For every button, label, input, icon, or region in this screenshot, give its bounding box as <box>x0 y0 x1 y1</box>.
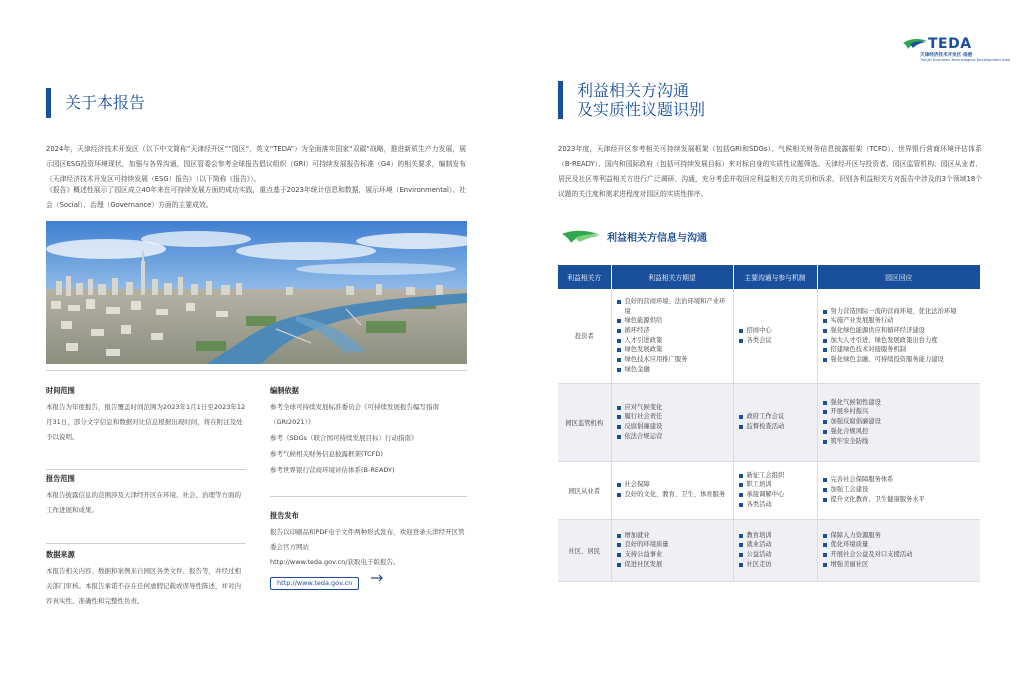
list-item: 绿色能源供给 <box>616 316 729 326</box>
list-item: 良好的文化、教育、卫生、体育服务 <box>616 490 729 500</box>
list-item: 良好的营商环境、法治环境和产业环境 <box>616 297 729 316</box>
list-item: 搭建绿色技术对接服务机制 <box>822 345 977 355</box>
report-publish-section <box>270 510 470 590</box>
report-scope-section <box>46 473 246 518</box>
list-item: 保障人力资源服务 <box>822 531 977 541</box>
list-item: 努力营造国际一流的营商环境、优化法治环境 <box>822 307 977 317</box>
mechanisms-cell <box>733 289 817 383</box>
stakeholder-communication-heading <box>558 81 757 119</box>
compilation-basis-title: 编制依据 <box>270 386 299 395</box>
list-item: 人才引进政策 <box>616 336 729 346</box>
list-item: 强化绿色金融、可持续投资服务能力建设 <box>822 355 977 365</box>
list-item: 促进社区发展 <box>616 560 729 570</box>
list-item: 加大人才引进、绿色发展政策出台力度 <box>822 336 977 346</box>
website-link[interactable]: http://www.teda.gov.cn <box>270 577 359 590</box>
list-item: 增强美丽社区 <box>822 560 977 570</box>
table-header: 利益相关方 <box>558 265 611 289</box>
list-item: 反腐倡廉建设 <box>616 422 729 432</box>
list-item: 绿色金融 <box>616 365 729 375</box>
stakeholder-info-title: 利益相关方信息与沟通 <box>607 233 707 244</box>
list-item: 加强反腐倡廉建设 <box>822 417 977 427</box>
data-source-section <box>46 549 246 609</box>
list-item: 支持公益事业 <box>616 550 729 560</box>
teda-logo <box>902 36 1011 66</box>
stakeholder-cell: 投资者 <box>558 289 611 383</box>
list-item: 良好的环境质量 <box>616 540 729 550</box>
list-item: 循环经济 <box>616 326 729 336</box>
list-item: 开展乡村振兴 <box>822 407 977 417</box>
list-item: 增加就业 <box>616 531 729 541</box>
teda-swoosh-icon <box>902 38 928 50</box>
about-report-intro-2: 《报告》概述性展示了园区成立40年来在可持续发展方面的成功实践，重点基于2023年统计信息和数据，展示环境（Environmental）、社会（Social）、治理（Governance）方面的主要成效。 <box>46 186 466 209</box>
time-range-title: 时间范围 <box>46 386 75 395</box>
heading-accent-bar <box>558 81 563 119</box>
report-publish-title: 报告发布 <box>270 511 299 520</box>
list-item: 加强工会建设 <box>822 485 977 495</box>
list-item: 监督检查活动 <box>738 422 813 432</box>
list-item: 强化气候韧性建设 <box>822 398 977 408</box>
stakeholder-cell: 社区、居民 <box>558 519 611 581</box>
about-report-heading <box>46 88 145 118</box>
stakeholder-table <box>558 265 980 582</box>
list-item: 就业活动 <box>738 540 813 550</box>
stakeholder-communication-title <box>577 81 757 119</box>
mechanisms-cell <box>733 519 817 581</box>
stakeholder-info-subheading <box>561 229 707 244</box>
table-row <box>558 519 980 581</box>
table-row <box>558 383 980 461</box>
data-source-title: 数据来源 <box>46 550 75 559</box>
list-item: 社会保障 <box>616 480 729 490</box>
stakeholder-intro: 2023年度，天津经开区参考相关可持续发展框架（包括GRI和SDGs）、气候相关财务信息披露框架（TCFD）、世界银行营商环境评估体系（B-READY）、国内和国际政府（包括可持续发展目标）来对标自身的实质性议题筛选。天津经开区与投资者、园区监管机构、园区从业者、居民及社区等利益相关方进行广泛调研、沟通，充分考虑并收回应利益相关方的关切和诉求，识别各利益相关方对报告中涉及的3个领域18个议题的关注度和需求进程度对园区的实质性排序。 <box>558 145 982 198</box>
report-publish-body: 报告以印刷品和PDF电子文件两种形式发布，欢迎登录天津经开区管委会官方网站 <box>270 528 465 551</box>
list-item: 政府工作会议 <box>738 412 813 422</box>
section-divider <box>46 469 246 470</box>
list-item: 提升文化教育、卫生健康服务水平 <box>822 495 977 505</box>
about-report-intro: 2024年，天津经济技术开发区（以下中文简称“天津经开区”“园区”，英文“TEDA”）为全面落实国家“双碳”战略，推进新质生产力发展，展示园区ESG投资环境现状，加强与各界沟通，园区管委会参考全球报告倡议组织（GRI）可持续发展报告标准（G4）的相关要求，编制发布《天津经济技术开发区可持续发展（ESG）报告》（以下简称《报告》）。 <box>46 145 466 183</box>
list-item: 强化绿色能源供应和循环经济建设 <box>822 326 977 336</box>
title-line-1: 利益相关方沟通 <box>577 81 690 100</box>
basis-item: 参考全球可持续发展标准委员会《可持续发展报告编写指南（GRI2021）》 <box>270 403 439 426</box>
heading-accent-bar <box>46 88 51 118</box>
list-item: 应对气候变化 <box>616 403 729 413</box>
table-header: 主要沟通与参与机制 <box>733 265 817 289</box>
list-item: 优化环境质量 <box>822 540 977 550</box>
table-header: 利益相关方期望 <box>611 265 733 289</box>
title-line-2: 及实质性议题识别 <box>577 100 706 119</box>
list-item: 新征工会组织 <box>738 471 813 481</box>
data-source-body: 本报告相关内容、数据和案例来自园区各类文件、报告等，并经过相关部门审核。本报告承诺不存在任何虚假记载或误导性陈述，并对内容真实性、准确性和完整性负责。 <box>46 567 241 605</box>
list-item: 筑牢安全防线 <box>822 437 977 447</box>
basis-item: 参考气候相关财务信息披露框架(TCFD) <box>270 450 383 458</box>
expectations-cell <box>611 289 733 383</box>
list-item: 教育培训 <box>738 531 813 541</box>
section-divider <box>46 543 246 544</box>
list-item: 绿色发展政策 <box>616 345 729 355</box>
list-item: 职工培训 <box>738 480 813 490</box>
report-scope-title: 报告范围 <box>46 474 75 483</box>
list-item: 完善社会保障服务体系 <box>822 475 977 485</box>
expectations-cell <box>611 383 733 461</box>
mechanisms-cell <box>733 383 817 461</box>
arrow-icon <box>371 574 385 582</box>
list-item: 依法合规运营 <box>616 432 729 442</box>
section-divider <box>46 370 467 371</box>
expectations-cell <box>611 519 733 581</box>
list-item: 公益活动 <box>738 550 813 560</box>
city-aerial-photo <box>46 221 467 364</box>
list-item: 实施产业发展服务行动 <box>822 316 977 326</box>
list-item: 各类会议 <box>738 336 813 346</box>
about-report-title: 关于本报告 <box>65 93 146 112</box>
list-item: 履行社会责任 <box>616 412 729 422</box>
table-header: 园区回应 <box>817 265 980 289</box>
basis-item: 参考《SDGs（联合国可持续发展目标）行动指南》 <box>270 434 418 442</box>
responses-cell <box>817 461 980 519</box>
list-item: 绿色技术应用推广服务 <box>616 355 729 365</box>
list-item: 开展社会公益及对口支援活动 <box>822 550 977 560</box>
list-item: 强化合规风控 <box>822 427 977 437</box>
logo-english-subtitle: Tianjin Economic-Technological Development Area <box>920 58 1011 62</box>
list-item: 招商中心 <box>738 326 813 336</box>
responses-cell <box>817 289 980 383</box>
stakeholder-cell: 园区从业者 <box>558 461 611 519</box>
basis-item: 参考世界银行营商环境评估体系(B-READY) <box>270 466 395 474</box>
logo-subtitle: 天津经济技术开发区·南港 <box>920 53 973 58</box>
expectations-cell <box>611 461 733 519</box>
responses-cell <box>817 519 980 581</box>
report-publish-body-2: http://www.teda.gov.cn/获取电子版报告。 <box>270 558 400 566</box>
table-row <box>558 461 980 519</box>
time-range-section <box>46 385 246 445</box>
report-scope-body: 本报告披露信息的范围涉及天津经开区在环境、社会、治理等方面的工作进展和成果。 <box>46 491 241 514</box>
logo-wordmark: TEDA <box>928 36 972 52</box>
list-item: 各类活动 <box>738 500 813 510</box>
time-range-body: 本报告为年度报告，报告覆盖时间范围为2023年1月1日至2023年12月31日，部分文字信息和数据对比信息根据出现时间，将在附注及处予以说明。 <box>46 403 246 441</box>
compilation-basis-section <box>270 385 470 479</box>
list-item: 社区走访 <box>738 560 813 570</box>
table-row <box>558 289 980 383</box>
mechanisms-cell <box>733 461 817 519</box>
section-divider <box>270 496 467 497</box>
list-item: 承接调解中心 <box>738 490 813 500</box>
stakeholder-cell: 园区监管机构 <box>558 383 611 461</box>
responses-cell <box>817 383 980 461</box>
green-swoosh-icon <box>561 230 601 244</box>
